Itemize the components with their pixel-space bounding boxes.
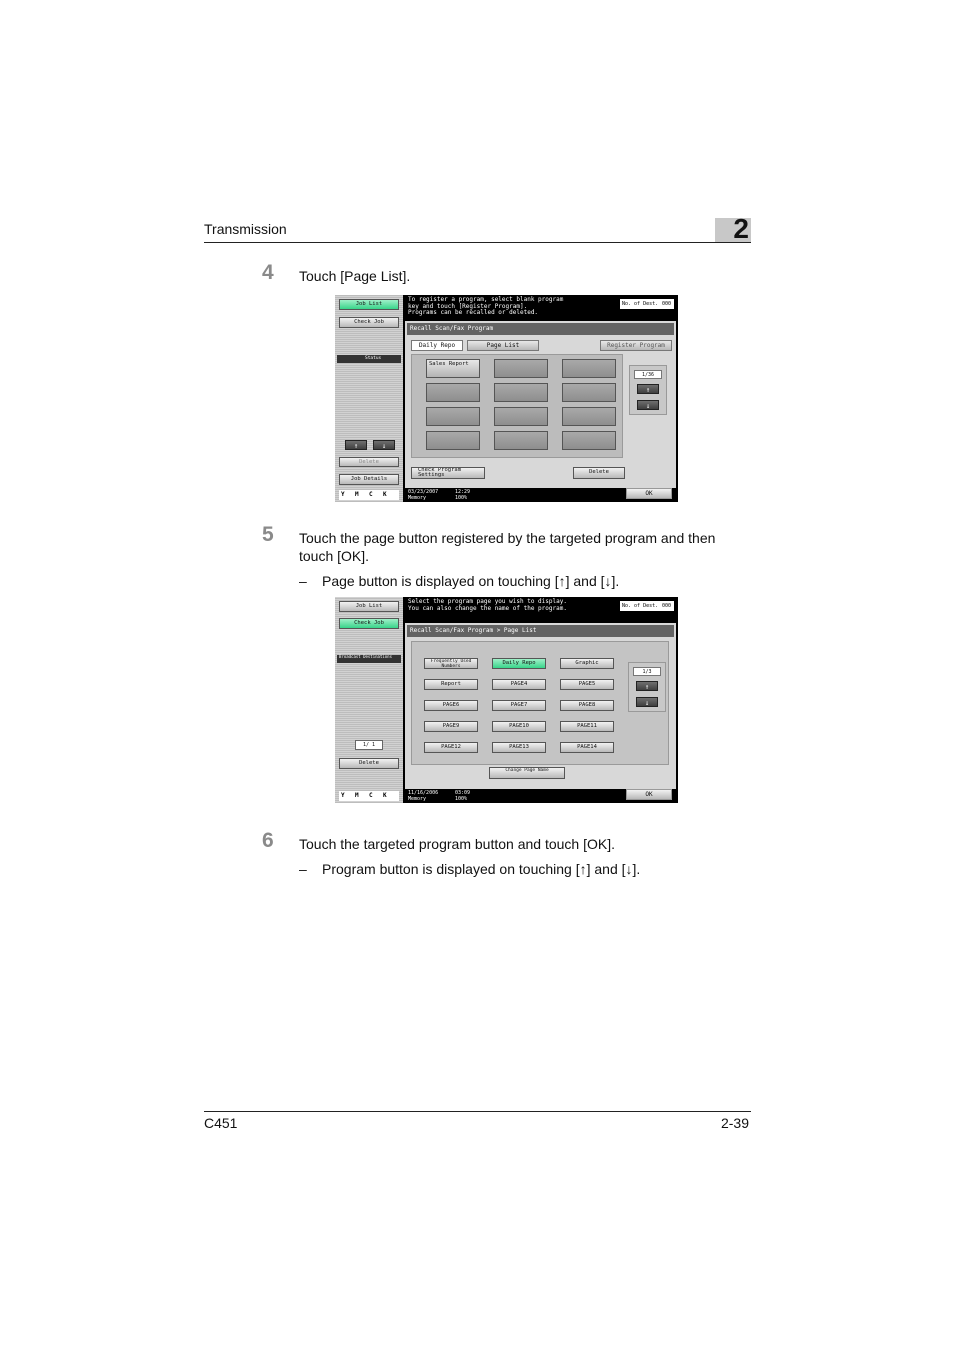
- program-button-empty[interactable]: [426, 431, 480, 450]
- screenshot-recall-program: [335, 295, 678, 502]
- delete-button[interactable]: Delete: [339, 758, 399, 769]
- page-button[interactable]: PAGE14: [560, 742, 614, 753]
- status-label: [337, 355, 401, 363]
- status-bar: [405, 488, 678, 502]
- bullet-dash: –: [299, 573, 307, 589]
- step-number: 4: [262, 261, 274, 284]
- tab-page-list[interactable]: Page List: [467, 340, 539, 351]
- toner-indicator: [339, 791, 399, 801]
- program-button-empty[interactable]: [494, 407, 548, 426]
- program-button-sales-report[interactable]: Sales Report: [426, 359, 480, 378]
- program-button-empty[interactable]: [562, 359, 616, 378]
- chapter-number: 2: [733, 213, 749, 244]
- section-title: Transmission: [204, 221, 287, 237]
- page-down-button[interactable]: ↓: [637, 400, 659, 410]
- check-job-button[interactable]: Check Job: [339, 618, 399, 629]
- toner-k: K: [383, 792, 387, 799]
- status-date: 11/16/2006: [408, 790, 439, 796]
- ok-button[interactable]: OK: [626, 789, 672, 800]
- broadcast-destinations-label: Broadcast Destinations: [337, 655, 401, 663]
- status-bar: [405, 789, 678, 803]
- program-button-empty[interactable]: [494, 383, 548, 402]
- sub-step-text: Page button is displayed on touching [↑] and [↓].: [322, 573, 620, 589]
- message-line: Programs can be recalled or deleted.: [408, 309, 539, 316]
- screenshot-page-list: [335, 597, 678, 803]
- counter-value: 000: [661, 603, 671, 609]
- delete-job-button[interactable]: Delete: [339, 457, 399, 467]
- message-area: [405, 295, 678, 321]
- register-program-button[interactable]: Register Program: [600, 340, 672, 351]
- page-button[interactable]: PAGE10: [492, 721, 546, 732]
- memory-value: 100%: [455, 796, 468, 802]
- page-button[interactable]: PAGE8: [560, 700, 614, 711]
- program-button-empty[interactable]: [426, 407, 480, 426]
- step-text-line: touch [OK].: [299, 548, 370, 564]
- main-panel: [405, 321, 676, 488]
- page-scroller: [629, 365, 667, 415]
- destination-counter: [620, 299, 674, 309]
- ok-button[interactable]: OK: [626, 488, 672, 499]
- message-line: You can also change the name of the program.: [408, 604, 567, 612]
- main-panel: [405, 623, 676, 789]
- counter-label: No. of Dest.: [622, 301, 659, 307]
- status-time: 12:29: [455, 489, 471, 495]
- toner-indicator: [339, 490, 399, 500]
- toner-m: M: [355, 491, 359, 498]
- page-grid: [411, 641, 669, 765]
- toner-y: Y: [341, 792, 345, 799]
- chapter-badge: [715, 213, 751, 244]
- program-button-empty[interactable]: [494, 431, 548, 450]
- page-down-button[interactable]: ↓: [636, 697, 658, 707]
- message-line: Select the program page you wish to display.: [408, 598, 567, 605]
- page-button[interactable]: PAGE7: [492, 700, 546, 711]
- step-number: 5: [262, 523, 274, 546]
- step-text: Touch [Page List].: [299, 268, 411, 284]
- status-date: 03/23/2007: [408, 489, 439, 495]
- step-text: Touch the targeted program button and touch [OK].: [299, 836, 615, 852]
- step-number: 6: [262, 829, 274, 852]
- program-button-empty[interactable]: [562, 383, 616, 402]
- program-button-empty[interactable]: [494, 359, 548, 378]
- step-text-line: Touch the page button registered by the targeted program and then: [299, 530, 716, 546]
- check-job-button[interactable]: Check Job: [339, 317, 399, 328]
- memory-label: Memory: [408, 495, 427, 501]
- page-button[interactable]: Report: [424, 679, 478, 690]
- screen-title: Recall Scan/Fax Program > Page List: [407, 625, 674, 637]
- page-button[interactable]: Frequently Used Numbers: [424, 658, 478, 669]
- left-panel: [335, 295, 403, 502]
- page-button[interactable]: PAGE6: [424, 700, 478, 711]
- memory-value: 100%: [455, 495, 468, 501]
- check-program-settings-button[interactable]: Check Program Settings: [411, 467, 485, 479]
- header-rule: [204, 242, 751, 243]
- up-arrow-button[interactable]: ↑: [345, 440, 367, 450]
- tab-daily-repo[interactable]: Daily Repo: [411, 340, 463, 351]
- change-page-name-button[interactable]: Change Page Name: [489, 767, 565, 779]
- sub-step-text: Program button is displayed on touching [↑] and [↓].: [322, 861, 641, 877]
- destination-counter: [620, 601, 674, 611]
- program-button-empty[interactable]: [562, 407, 616, 426]
- counter-label: No. of Dest.: [622, 603, 659, 609]
- destination-counter: 1/ 1: [355, 740, 383, 750]
- page-button[interactable]: PAGE11: [560, 721, 614, 732]
- page-indicator: 1/36: [634, 370, 662, 379]
- footer-rule: [204, 1111, 751, 1112]
- page-indicator: 1/3: [633, 667, 661, 676]
- page-button-selected[interactable]: Daily Repo: [492, 658, 546, 669]
- page-button[interactable]: PAGE13: [492, 742, 546, 753]
- left-panel: [335, 597, 403, 803]
- message-line: To register a program, select blank program: [408, 296, 564, 303]
- toner-c: C: [369, 792, 373, 799]
- page-button[interactable]: PAGE12: [424, 742, 478, 753]
- down-arrow-button[interactable]: ↓: [373, 440, 395, 450]
- page-up-button[interactable]: ↑: [636, 681, 658, 691]
- footer-model: C451: [204, 1115, 238, 1131]
- delete-program-button[interactable]: Delete: [573, 467, 625, 479]
- toner-c: C: [369, 491, 373, 498]
- message-line: key and touch [Register Program].: [408, 302, 528, 310]
- toner-k: K: [383, 491, 387, 498]
- page-button[interactable]: PAGE4: [492, 679, 546, 690]
- job-list-button[interactable]: Job List: [339, 299, 399, 310]
- page-button[interactable]: PAGE9: [424, 721, 478, 732]
- status-label-text: Status: [365, 356, 382, 361]
- page-button[interactable]: PAGE5: [560, 679, 614, 690]
- job-details-button[interactable]: Job Details: [339, 474, 399, 485]
- memory-label: Memory: [408, 796, 427, 802]
- message-area: [405, 597, 678, 623]
- counter-value: 000: [661, 301, 671, 307]
- toner-y: Y: [341, 491, 345, 498]
- program-grid: [411, 354, 623, 458]
- screen-title: Recall Scan/Fax Program: [407, 323, 674, 335]
- program-button-empty[interactable]: [426, 383, 480, 402]
- bullet-dash: –: [299, 861, 307, 877]
- toner-m: M: [355, 792, 359, 799]
- job-list-button[interactable]: Job List: [339, 601, 399, 612]
- status-time: 03:09: [455, 790, 471, 796]
- program-button-empty[interactable]: [562, 431, 616, 450]
- page-button[interactable]: Graphic: [560, 658, 614, 669]
- page-scroller: [628, 662, 666, 712]
- page-up-button[interactable]: ↑: [637, 384, 659, 394]
- footer-page-number: 2-39: [720, 1115, 749, 1131]
